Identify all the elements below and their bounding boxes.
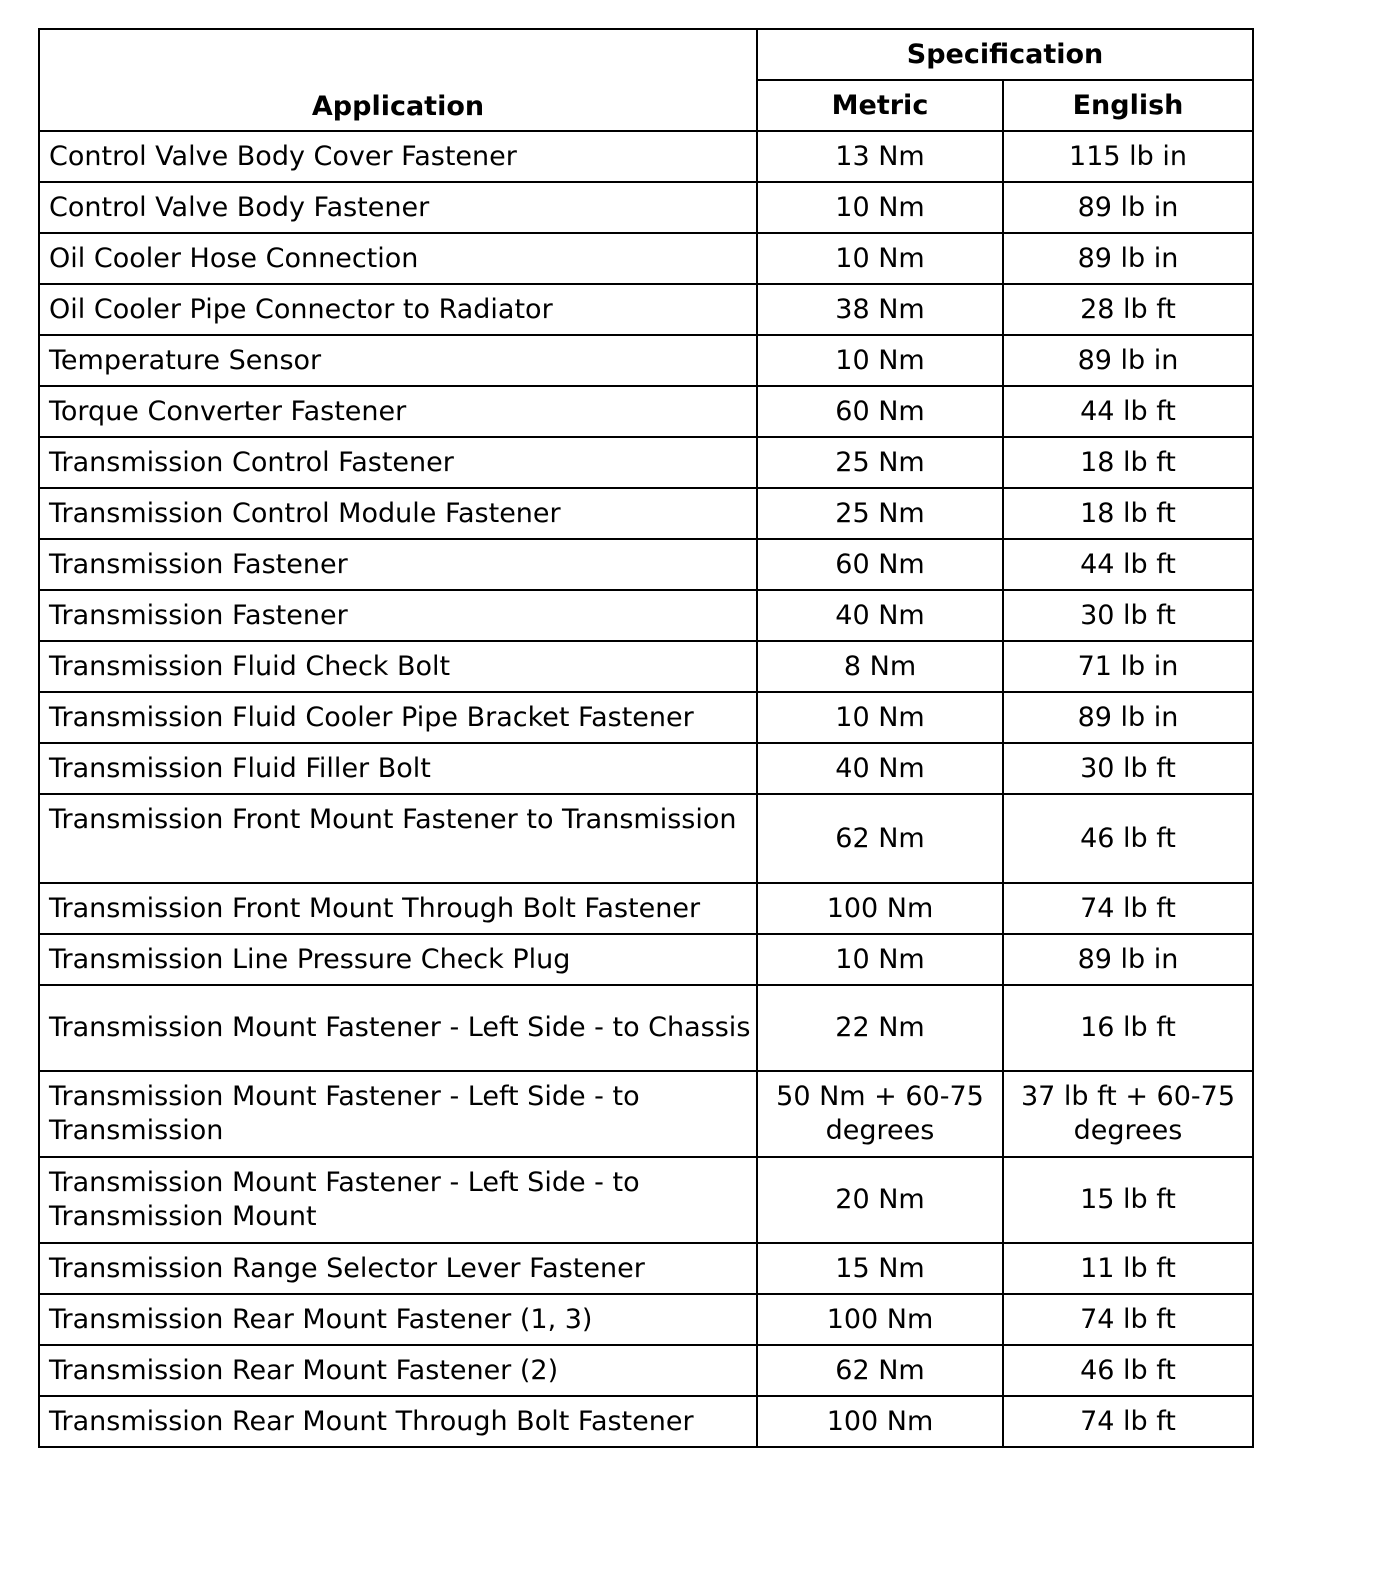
application-cell: Control Valve Body Fastener	[39, 182, 757, 233]
application-cell: Oil Cooler Pipe Connector to Radiator	[39, 284, 757, 335]
english-cell: 89 lb in	[1003, 934, 1253, 985]
table-row	[39, 386, 1253, 437]
application-cell: Transmission Front Mount Through Bolt Fastener	[39, 883, 757, 934]
application-cell: Transmission Fluid Cooler Pipe Bracket Fastener	[39, 692, 757, 743]
table-row	[39, 233, 1253, 284]
metric-cell: 100 Nm	[757, 1294, 1003, 1345]
metric-cell: 22 Nm	[757, 985, 1003, 1071]
table-row	[39, 794, 1253, 883]
table-row	[39, 1396, 1253, 1447]
english-cell: 18 lb ft	[1003, 437, 1253, 488]
english-cell: 46 lb ft	[1003, 794, 1253, 883]
specification-header: Specification	[757, 29, 1253, 80]
metric-cell: 62 Nm	[757, 1345, 1003, 1396]
table-row	[39, 1345, 1253, 1396]
english-cell: 16 lb ft	[1003, 985, 1253, 1071]
table-row	[39, 641, 1253, 692]
application-cell: Transmission Mount Fastener - Left Side - to Transmission	[39, 1071, 757, 1157]
application-cell: Transmission Range Selector Lever Fastener	[39, 1243, 757, 1294]
table-row	[39, 437, 1253, 488]
table-row	[39, 1243, 1253, 1294]
metric-cell: 10 Nm	[757, 692, 1003, 743]
application-cell: Transmission Fastener	[39, 539, 757, 590]
english-cell: 89 lb in	[1003, 182, 1253, 233]
metric-cell: 10 Nm	[757, 934, 1003, 985]
application-header: Application	[39, 29, 757, 131]
table-row	[39, 284, 1253, 335]
application-cell: Transmission Rear Mount Through Bolt Fastener	[39, 1396, 757, 1447]
metric-cell: 62 Nm	[757, 794, 1003, 883]
metric-cell: 100 Nm	[757, 883, 1003, 934]
english-cell: 37 lb ft + 60-75 degrees	[1003, 1071, 1253, 1157]
english-cell: 30 lb ft	[1003, 743, 1253, 794]
metric-cell: 38 Nm	[757, 284, 1003, 335]
table-row	[39, 934, 1253, 985]
table-row	[39, 335, 1253, 386]
metric-cell: 25 Nm	[757, 488, 1003, 539]
english-cell: 30 lb ft	[1003, 590, 1253, 641]
english-cell: 44 lb ft	[1003, 386, 1253, 437]
table-row	[39, 539, 1253, 590]
application-cell: Transmission Control Module Fastener	[39, 488, 757, 539]
english-cell: 89 lb in	[1003, 233, 1253, 284]
application-cell: Oil Cooler Hose Connection	[39, 233, 757, 284]
metric-cell: 10 Nm	[757, 335, 1003, 386]
metric-cell: 10 Nm	[757, 233, 1003, 284]
metric-cell: 20 Nm	[757, 1157, 1003, 1243]
application-cell: Transmission Fluid Filler Bolt	[39, 743, 757, 794]
english-cell: 71 lb in	[1003, 641, 1253, 692]
table-row	[39, 182, 1253, 233]
metric-cell: 25 Nm	[757, 437, 1003, 488]
english-cell: 74 lb ft	[1003, 883, 1253, 934]
application-cell: Transmission Mount Fastener - Left Side - to Chassis	[39, 985, 757, 1071]
table-row	[39, 590, 1253, 641]
table-row	[39, 1294, 1253, 1345]
application-cell: Control Valve Body Cover Fastener	[39, 131, 757, 182]
table-row	[39, 488, 1253, 539]
table-row	[39, 131, 1253, 182]
english-header: English	[1003, 80, 1253, 131]
metric-header: Metric	[757, 80, 1003, 131]
metric-cell: 13 Nm	[757, 131, 1003, 182]
english-cell: 11 lb ft	[1003, 1243, 1253, 1294]
application-cell: Transmission Line Pressure Check Plug	[39, 934, 757, 985]
metric-cell: 10 Nm	[757, 182, 1003, 233]
english-cell: 15 lb ft	[1003, 1157, 1253, 1243]
english-cell: 18 lb ft	[1003, 488, 1253, 539]
english-cell: 74 lb ft	[1003, 1396, 1253, 1447]
application-cell: Transmission Mount Fastener - Left Side - to Transmission Mount	[39, 1157, 757, 1243]
metric-cell: 8 Nm	[757, 641, 1003, 692]
application-cell: Transmission Rear Mount Fastener (2)	[39, 1345, 757, 1396]
english-cell: 28 lb ft	[1003, 284, 1253, 335]
metric-cell: 60 Nm	[757, 386, 1003, 437]
metric-cell: 40 Nm	[757, 743, 1003, 794]
application-cell: Transmission Rear Mount Fastener (1, 3)	[39, 1294, 757, 1345]
english-cell: 46 lb ft	[1003, 1345, 1253, 1396]
application-cell: Torque Converter Fastener	[39, 386, 757, 437]
metric-cell: 100 Nm	[757, 1396, 1003, 1447]
english-cell: 115 lb in	[1003, 131, 1253, 182]
table-row	[39, 692, 1253, 743]
english-cell: 44 lb ft	[1003, 539, 1253, 590]
application-cell: Transmission Fastener	[39, 590, 757, 641]
torque-spec-table	[38, 28, 1254, 1448]
application-cell: Transmission Front Mount Fastener to Transmission	[39, 794, 757, 883]
metric-cell: 15 Nm	[757, 1243, 1003, 1294]
metric-cell: 40 Nm	[757, 590, 1003, 641]
application-cell: Temperature Sensor	[39, 335, 757, 386]
english-cell: 89 lb in	[1003, 692, 1253, 743]
english-cell: 74 lb ft	[1003, 1294, 1253, 1345]
table-row	[39, 743, 1253, 794]
table-row	[39, 883, 1253, 934]
application-cell: Transmission Fluid Check Bolt	[39, 641, 757, 692]
metric-cell: 60 Nm	[757, 539, 1003, 590]
english-cell: 89 lb in	[1003, 335, 1253, 386]
table-row	[39, 985, 1253, 1071]
table-row	[39, 1071, 1253, 1157]
table-row	[39, 1157, 1253, 1243]
application-cell: Transmission Control Fastener	[39, 437, 757, 488]
metric-cell: 50 Nm + 60-75 degrees	[757, 1071, 1003, 1157]
